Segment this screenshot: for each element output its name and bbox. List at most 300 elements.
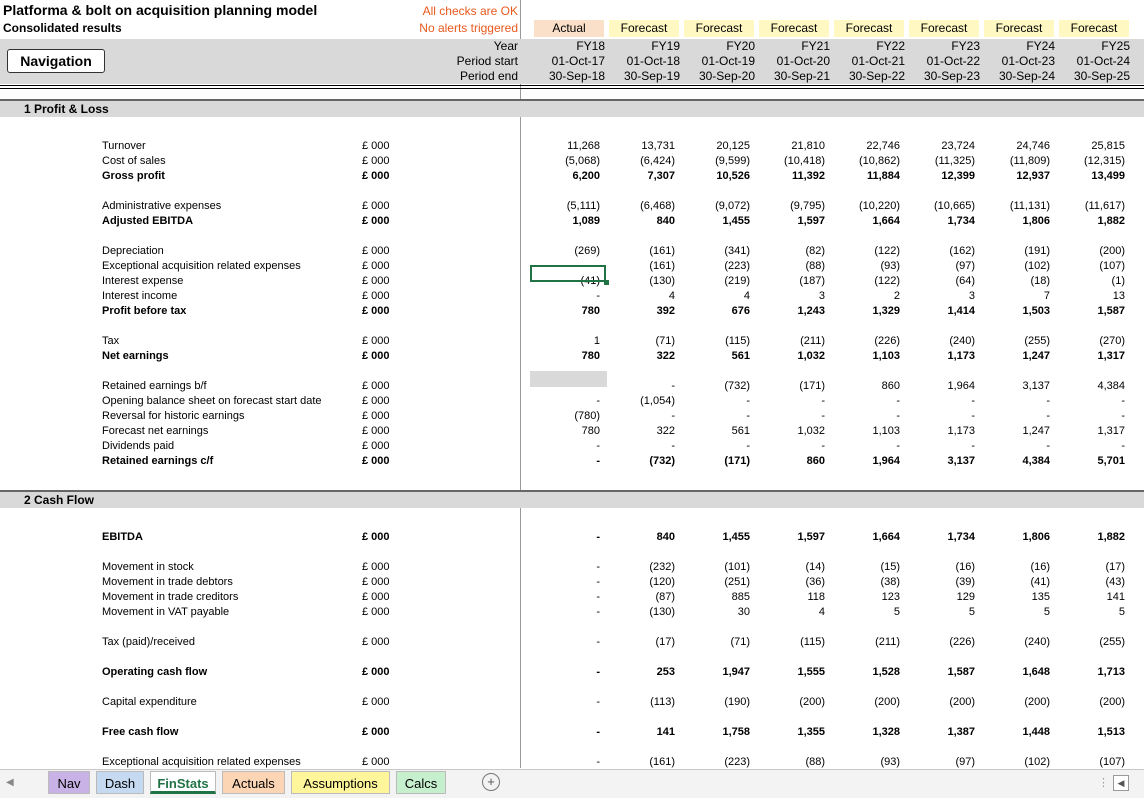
sheet-tab-actuals[interactable]: Actuals — [222, 771, 285, 794]
data-cell[interactable]: (171) — [724, 455, 750, 467]
data-cell[interactable]: (43) — [1105, 576, 1125, 588]
data-cell[interactable]: 1,734 — [947, 531, 975, 543]
row-unit[interactable]: £ 000 — [362, 335, 390, 347]
row-unit[interactable]: £ 000 — [362, 696, 390, 708]
data-cell[interactable]: - — [971, 395, 975, 407]
data-cell[interactable]: - — [596, 395, 600, 407]
data-cell[interactable]: 5 — [1118, 606, 1125, 618]
row-label[interactable]: Exceptional acquisition related expenses — [102, 260, 301, 272]
row-unit[interactable]: £ 000 — [362, 305, 390, 317]
data-cell[interactable]: (161) — [649, 245, 675, 257]
row-unit[interactable]: £ 000 — [362, 170, 390, 182]
data-cell[interactable]: - — [596, 696, 600, 708]
row-label[interactable]: Interest expense — [102, 275, 184, 287]
data-cell[interactable]: - — [596, 606, 600, 618]
row-label[interactable]: Movement in trade creditors — [102, 591, 239, 603]
data-cell[interactable]: 1,103 — [872, 425, 900, 437]
data-cell[interactable]: 1,713 — [1097, 666, 1125, 678]
data-cell[interactable]: 123 — [881, 591, 900, 603]
period-end-label: Period end — [459, 69, 518, 83]
row-unit[interactable]: £ 000 — [362, 576, 390, 588]
data-cell[interactable]: 860 — [806, 455, 825, 467]
row-label[interactable]: Depreciation — [102, 245, 164, 257]
data-cell[interactable]: 13,731 — [641, 140, 675, 152]
data-cell[interactable]: (255) — [1099, 636, 1125, 648]
row-unit[interactable]: £ 000 — [362, 275, 390, 287]
data-cell[interactable]: 4 — [818, 606, 825, 618]
data-cell[interactable]: 3 — [968, 290, 975, 302]
data-cell[interactable]: 21,810 — [791, 140, 825, 152]
data-cell[interactable]: 1,513 — [1097, 726, 1125, 738]
data-cell[interactable]: - — [596, 666, 600, 678]
row-unit[interactable]: £ 000 — [362, 636, 390, 648]
data-cell[interactable]: (732) — [649, 455, 675, 467]
data-cell[interactable]: (88) — [805, 756, 825, 768]
data-cell[interactable]: 253 — [656, 666, 675, 678]
data-cell[interactable]: (16) — [1030, 561, 1050, 573]
sheet-tab-nav[interactable]: Nav — [48, 771, 90, 794]
data-cell[interactable]: (191) — [1024, 245, 1050, 257]
data-cell[interactable]: - — [896, 440, 900, 452]
data-cell[interactable]: (122) — [874, 245, 900, 257]
data-cell[interactable]: - — [971, 440, 975, 452]
data-cell[interactable]: (162) — [949, 245, 975, 257]
data-cell[interactable]: 1,964 — [872, 455, 900, 467]
data-cell[interactable]: (200) — [799, 696, 825, 708]
data-cell[interactable]: 5 — [893, 606, 900, 618]
scroll-left-icon[interactable]: ◀ — [1113, 775, 1129, 791]
data-cell[interactable]: 1,882 — [1097, 215, 1125, 227]
data-cell[interactable]: (36) — [805, 576, 825, 588]
data-cell[interactable]: 4,384 — [1022, 455, 1050, 467]
row-unit[interactable]: £ 000 — [362, 591, 390, 603]
sheet-tab-finstats[interactable]: FinStats — [150, 771, 216, 794]
data-cell[interactable]: 11,884 — [866, 170, 900, 182]
data-cell[interactable]: 12,937 — [1016, 170, 1050, 182]
data-cell[interactable]: (187) — [799, 275, 825, 287]
data-cell[interactable]: - — [1046, 410, 1050, 422]
data-cell[interactable]: (240) — [1024, 636, 1050, 648]
input-cell-shaded[interactable] — [530, 371, 607, 387]
row-unit[interactable]: £ 000 — [362, 606, 390, 618]
data-cell[interactable]: 5 — [968, 606, 975, 618]
row-label[interactable]: Reversal for historic earnings — [102, 410, 245, 422]
data-cell[interactable]: 1 — [593, 335, 600, 347]
row-unit[interactable]: £ 000 — [362, 410, 390, 422]
data-cell[interactable]: (82) — [805, 245, 825, 257]
data-cell[interactable]: 25,815 — [1091, 140, 1125, 152]
data-cell[interactable]: - — [596, 440, 600, 452]
data-cell[interactable]: 676 — [731, 305, 750, 317]
data-cell[interactable]: 1,964 — [947, 380, 975, 392]
data-cell[interactable]: (115) — [725, 335, 750, 347]
data-cell[interactable]: 12,399 — [941, 170, 975, 182]
data-cell[interactable]: (219) — [724, 275, 750, 287]
row-label[interactable]: Tax — [102, 335, 120, 347]
row-unit[interactable]: £ 000 — [362, 756, 390, 768]
data-cell[interactable]: (38) — [880, 576, 900, 588]
row-label[interactable]: Dividends paid — [102, 440, 175, 452]
data-cell[interactable]: 1,758 — [722, 726, 750, 738]
data-cell[interactable]: - — [821, 410, 825, 422]
data-cell[interactable]: (16) — [955, 561, 975, 573]
row-label[interactable]: Adjusted EBITDA — [102, 215, 194, 227]
data-cell[interactable]: (1) — [1111, 275, 1125, 287]
data-cell[interactable]: (171) — [799, 380, 825, 392]
data-cell[interactable]: (107) — [1099, 756, 1125, 768]
data-cell[interactable]: 322 — [656, 350, 675, 362]
data-cell[interactable]: (64) — [955, 275, 975, 287]
data-cell[interactable]: 1,089 — [572, 215, 600, 227]
data-cell[interactable]: 780 — [581, 305, 600, 317]
data-cell[interactable]: (341) — [724, 245, 750, 257]
data-cell[interactable]: (120) — [649, 576, 675, 588]
row-unit[interactable]: £ 000 — [362, 531, 390, 543]
row-unit[interactable]: £ 000 — [362, 260, 390, 272]
row-label[interactable]: Tax (paid)/received — [102, 636, 195, 648]
data-cell[interactable]: (9,599) — [715, 155, 750, 167]
data-cell[interactable]: (200) — [1099, 245, 1125, 257]
row-label[interactable]: Retained earnings c/f — [102, 455, 214, 467]
data-cell[interactable]: (15) — [880, 561, 900, 573]
data-cell[interactable]: 13,499 — [1091, 170, 1125, 182]
scroll-left-icon[interactable]: ◀ — [6, 777, 14, 788]
data-cell[interactable]: 561 — [731, 425, 750, 437]
data-cell[interactable]: (130) — [649, 275, 675, 287]
data-cell[interactable]: - — [746, 410, 750, 422]
data-cell[interactable]: (226) — [949, 636, 975, 648]
data-cell[interactable]: - — [596, 636, 600, 648]
data-cell[interactable]: 1,247 — [1022, 350, 1050, 362]
fill-handle[interactable] — [604, 280, 609, 285]
data-cell[interactable]: - — [1046, 440, 1050, 452]
data-cell[interactable]: 392 — [656, 305, 675, 317]
data-cell[interactable]: (211) — [800, 335, 825, 347]
data-cell[interactable]: (10,418) — [784, 155, 825, 167]
data-cell[interactable]: (161) — [649, 756, 675, 768]
data-cell[interactable]: (17) — [655, 636, 675, 648]
data-cell[interactable]: 840 — [656, 215, 675, 227]
row-unit[interactable]: £ 000 — [362, 440, 390, 452]
data-cell[interactable]: 1,032 — [797, 350, 825, 362]
data-cell[interactable]: 23,724 — [941, 140, 975, 152]
section-header — [0, 99, 1144, 117]
data-cell[interactable]: 780 — [581, 350, 600, 362]
row-unit[interactable]: £ 000 — [362, 245, 390, 257]
data-cell[interactable]: (41) — [580, 275, 600, 287]
data-cell[interactable]: - — [1046, 395, 1050, 407]
data-cell[interactable]: 1,947 — [722, 666, 750, 678]
row-label[interactable]: Administrative expenses — [102, 200, 222, 212]
sheet-tab-assumptions[interactable]: Assumptions — [291, 771, 390, 794]
row-label[interactable]: Cost of sales — [102, 155, 166, 167]
data-cell[interactable]: 5,701 — [1097, 455, 1125, 467]
data-cell[interactable]: 1,173 — [947, 425, 975, 437]
data-cell[interactable]: 11,392 — [791, 170, 825, 182]
data-cell[interactable]: 141 — [1106, 591, 1125, 603]
tab-split-handle[interactable]: ⋮ — [1098, 777, 1109, 789]
row-unit[interactable]: £ 000 — [362, 395, 390, 407]
row-unit[interactable]: £ 000 — [362, 455, 390, 467]
data-cell[interactable]: 2 — [893, 290, 900, 302]
data-cell[interactable]: (93) — [880, 756, 900, 768]
data-cell[interactable]: (269) — [574, 245, 600, 257]
data-cell[interactable]: 1,317 — [1097, 350, 1125, 362]
data-cell[interactable]: 135 — [1031, 591, 1050, 603]
row-unit[interactable]: £ 000 — [362, 666, 390, 678]
data-cell[interactable]: 1,806 — [1022, 531, 1050, 543]
data-cell[interactable]: (211) — [875, 636, 900, 648]
data-cell[interactable]: 1,355 — [797, 726, 825, 738]
data-cell[interactable]: (11,617) — [1084, 200, 1125, 212]
data-cell[interactable]: (200) — [1099, 696, 1125, 708]
data-cell[interactable]: 7,307 — [647, 170, 675, 182]
sheet-tab-dash[interactable]: Dash — [96, 771, 144, 794]
row-label[interactable]: Net earnings — [102, 350, 169, 362]
navigation-button[interactable]: Navigation — [7, 49, 105, 73]
data-cell[interactable]: - — [1121, 395, 1125, 407]
data-cell[interactable]: 4 — [668, 290, 675, 302]
data-cell[interactable]: (39) — [955, 576, 975, 588]
data-cell[interactable]: - — [596, 591, 600, 603]
data-cell[interactable]: 5 — [1043, 606, 1050, 618]
data-cell[interactable]: (97) — [955, 756, 975, 768]
data-cell[interactable]: (11,809) — [1009, 155, 1050, 167]
row-label[interactable]: Movement in VAT payable — [102, 606, 230, 618]
data-cell[interactable]: - — [596, 561, 600, 573]
data-cell[interactable]: (10,220) — [859, 200, 900, 212]
selected-cell[interactable] — [530, 265, 606, 282]
row-label[interactable]: Free cash flow — [102, 726, 179, 738]
row-label[interactable]: EBITDA — [102, 531, 143, 543]
row-label[interactable]: Operating cash flow — [102, 666, 208, 678]
data-cell[interactable]: (9,072) — [715, 200, 750, 212]
data-cell[interactable]: (12,315) — [1084, 155, 1125, 167]
data-cell[interactable]: (270) — [1099, 335, 1125, 347]
data-cell[interactable]: (130) — [649, 606, 675, 618]
data-cell[interactable]: 1,587 — [947, 666, 975, 678]
row-unit[interactable]: £ 000 — [362, 200, 390, 212]
data-cell[interactable]: 1,882 — [1097, 531, 1125, 543]
data-cell[interactable]: - — [671, 380, 675, 392]
data-cell[interactable]: (101) — [724, 561, 750, 573]
data-cell[interactable]: 118 — [807, 591, 825, 603]
data-cell[interactable]: - — [671, 410, 675, 422]
data-cell[interactable]: (161) — [649, 260, 675, 272]
data-cell[interactable]: (71) — [730, 636, 750, 648]
data-cell[interactable]: - — [596, 726, 600, 738]
data-cell[interactable]: 561 — [731, 350, 750, 362]
data-cell[interactable]: - — [596, 756, 600, 768]
row-unit[interactable]: £ 000 — [362, 561, 390, 573]
data-cell[interactable]: (251) — [724, 576, 750, 588]
data-cell[interactable]: 1,243 — [797, 305, 825, 317]
data-cell[interactable]: (87) — [655, 591, 675, 603]
data-cell[interactable]: 10,526 — [716, 170, 750, 182]
row-unit[interactable]: £ 000 — [362, 290, 390, 302]
data-cell[interactable]: (732) — [724, 380, 750, 392]
data-cell[interactable]: 1,455 — [722, 215, 750, 227]
data-cell[interactable]: 3,137 — [947, 455, 975, 467]
data-cell[interactable]: 1,597 — [797, 215, 825, 227]
model-subtitle: Consolidated results — [3, 21, 122, 35]
data-cell[interactable]: 1,173 — [947, 350, 975, 362]
data-cell[interactable]: (223) — [724, 260, 750, 272]
data-cell[interactable]: - — [746, 440, 750, 452]
data-cell[interactable]: 4,384 — [1097, 380, 1125, 392]
row-label[interactable]: Movement in stock — [102, 561, 194, 573]
data-cell[interactable]: (14) — [805, 561, 825, 573]
row-unit[interactable]: £ 000 — [362, 215, 390, 227]
row-label[interactable]: Exceptional acquisition related expenses — [102, 756, 301, 768]
data-cell[interactable]: - — [896, 410, 900, 422]
data-cell[interactable]: (9,795) — [790, 200, 825, 212]
data-cell[interactable]: (10,665) — [934, 200, 975, 212]
data-cell[interactable]: 3,137 — [1022, 380, 1050, 392]
row-unit[interactable]: £ 000 — [362, 350, 390, 362]
data-cell[interactable]: 322 — [656, 425, 675, 437]
data-cell[interactable]: (200) — [874, 696, 900, 708]
row-unit[interactable]: £ 000 — [362, 155, 390, 167]
data-cell[interactable]: (190) — [724, 696, 750, 708]
data-cell[interactable]: 13 — [1112, 290, 1125, 302]
data-cell[interactable]: 129 — [956, 591, 975, 603]
data-cell[interactable]: 22,746 — [866, 140, 900, 152]
data-cell[interactable]: (11,325) — [934, 155, 975, 167]
data-cell[interactable]: (88) — [805, 260, 825, 272]
data-cell[interactable]: 24,746 — [1016, 140, 1050, 152]
data-cell[interactable]: (6,424) — [640, 155, 675, 167]
data-cell[interactable]: 1,448 — [1022, 726, 1050, 738]
row-label[interactable]: Movement in trade debtors — [102, 576, 233, 588]
data-cell[interactable]: 1,734 — [947, 215, 975, 227]
data-cell[interactable]: 860 — [881, 380, 900, 392]
data-cell[interactable]: (780) — [574, 410, 600, 422]
plus-circle-icon[interactable]: + — [482, 773, 500, 791]
column-year: FY18 — [576, 39, 605, 53]
data-cell[interactable]: 1,664 — [872, 531, 900, 543]
data-cell[interactable]: 1,806 — [1022, 215, 1050, 227]
row-unit[interactable]: £ 000 — [362, 140, 390, 152]
sheet-tab-calcs[interactable]: Calcs — [396, 771, 446, 794]
row-label[interactable]: Retained earnings b/f — [102, 380, 207, 392]
data-cell[interactable]: (1,054) — [640, 395, 675, 407]
data-cell[interactable]: 1,328 — [872, 726, 900, 738]
data-cell[interactable]: 780 — [581, 425, 600, 437]
row-label[interactable]: Capital expenditure — [102, 696, 197, 708]
data-cell[interactable]: (232) — [649, 561, 675, 573]
row-label[interactable]: Gross profit — [102, 170, 165, 182]
data-cell[interactable]: (41) — [1030, 576, 1050, 588]
data-cell[interactable]: 7 — [1043, 290, 1050, 302]
row-label[interactable]: Interest income — [102, 290, 178, 302]
data-cell[interactable]: (255) — [1024, 335, 1050, 347]
data-cell[interactable]: (102) — [1024, 756, 1050, 768]
data-cell[interactable]: 1,317 — [1097, 425, 1125, 437]
row-unit[interactable]: £ 000 — [362, 380, 390, 392]
data-cell[interactable]: 141 — [656, 726, 675, 738]
data-cell[interactable]: 20,125 — [716, 140, 750, 152]
data-cell[interactable]: - — [596, 531, 600, 543]
data-cell[interactable]: 1,103 — [872, 350, 900, 362]
data-cell[interactable]: - — [671, 440, 675, 452]
data-cell[interactable]: - — [596, 576, 600, 588]
data-cell[interactable]: (122) — [874, 275, 900, 287]
data-cell[interactable]: - — [1121, 440, 1125, 452]
data-cell[interactable]: (97) — [955, 260, 975, 272]
row-label[interactable]: Forecast net earnings — [102, 425, 209, 437]
data-cell[interactable]: (240) — [949, 335, 975, 347]
data-cell[interactable]: - — [746, 395, 750, 407]
data-cell[interactable]: 1,247 — [1022, 425, 1050, 437]
data-cell[interactable]: (6,468) — [640, 200, 675, 212]
data-cell[interactable]: 1,329 — [872, 305, 900, 317]
data-cell[interactable]: 6,200 — [572, 170, 600, 182]
data-cell[interactable]: (5,068) — [565, 155, 600, 167]
data-cell[interactable]: 1,387 — [947, 726, 975, 738]
data-cell[interactable]: (5,111) — [566, 200, 600, 212]
data-cell[interactable]: - — [1121, 410, 1125, 422]
data-cell[interactable]: (107) — [1099, 260, 1125, 272]
data-cell[interactable]: - — [596, 260, 600, 272]
data-cell[interactable]: (115) — [800, 636, 825, 648]
data-cell[interactable]: (10,862) — [859, 155, 900, 167]
data-cell[interactable]: (113) — [650, 696, 675, 708]
data-cell[interactable]: (17) — [1105, 561, 1125, 573]
data-cell[interactable]: 3 — [818, 290, 825, 302]
data-cell[interactable]: (102) — [1024, 260, 1050, 272]
row-unit[interactable]: £ 000 — [362, 726, 390, 738]
data-cell[interactable]: 1,503 — [1022, 305, 1050, 317]
data-cell[interactable]: 1,032 — [797, 425, 825, 437]
row-label[interactable]: Opening balance sheet on forecast start date — [102, 395, 322, 407]
data-cell[interactable]: (18) — [1030, 275, 1050, 287]
data-cell[interactable]: (11,131) — [1009, 200, 1050, 212]
data-cell[interactable]: 1,555 — [797, 666, 825, 678]
data-cell[interactable]: - — [596, 455, 600, 467]
data-cell[interactable]: - — [821, 395, 825, 407]
data-cell[interactable]: (200) — [949, 696, 975, 708]
data-cell[interactable]: - — [596, 290, 600, 302]
column-end: 30-Sep-23 — [923, 69, 980, 83]
data-cell[interactable]: 1,587 — [1097, 305, 1125, 317]
period-start-label: Period start — [456, 54, 518, 68]
row-unit[interactable]: £ 000 — [362, 425, 390, 437]
data-cell[interactable]: 1,528 — [872, 666, 900, 678]
data-cell[interactable]: 1,455 — [722, 531, 750, 543]
data-cell[interactable]: (71) — [655, 335, 675, 347]
row-label[interactable]: Turnover — [102, 140, 146, 152]
data-cell[interactable]: 1,664 — [872, 215, 900, 227]
data-cell[interactable]: (200) — [1024, 696, 1050, 708]
data-cell[interactable]: 840 — [656, 531, 675, 543]
data-cell[interactable]: - — [896, 395, 900, 407]
data-cell[interactable]: (223) — [724, 756, 750, 768]
data-cell[interactable]: (226) — [874, 335, 900, 347]
data-cell[interactable]: - — [971, 410, 975, 422]
row-label[interactable]: Profit before tax — [102, 305, 187, 317]
column-type-tag: Forecast — [984, 20, 1054, 37]
data-cell[interactable]: - — [821, 440, 825, 452]
data-cell[interactable]: 11,268 — [567, 140, 600, 152]
data-cell[interactable]: 1,648 — [1022, 666, 1050, 678]
data-cell[interactable]: 885 — [731, 591, 750, 603]
data-cell[interactable]: 1,414 — [947, 305, 975, 317]
data-cell[interactable]: (93) — [880, 260, 900, 272]
data-cell[interactable]: 4 — [743, 290, 750, 302]
data-cell[interactable]: 30 — [737, 606, 750, 618]
data-cell[interactable]: 1,597 — [797, 531, 825, 543]
